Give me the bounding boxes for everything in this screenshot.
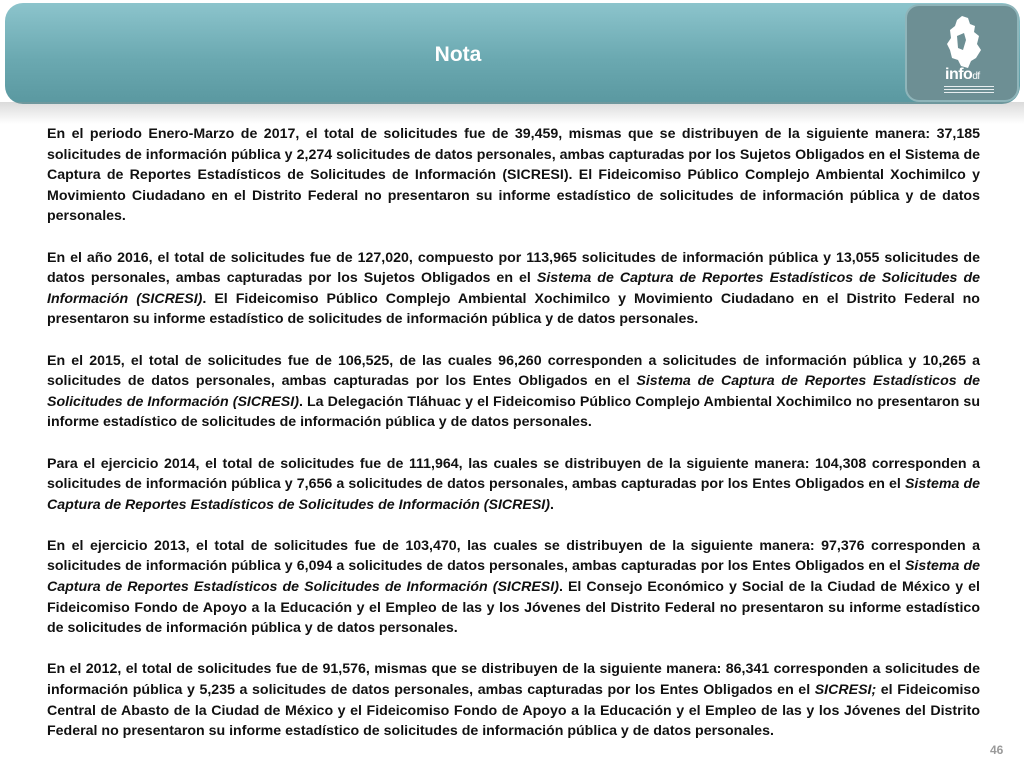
- paragraph-text: . El Consejo Económico y Social de la Ciudad de México y el Fideicomiso Fondo de Apoyo a la Educación y el Empleo de las y los Jóvenes del Distrito Federal no presentaron su informe estadístico de solicitudes de información pública y de datos personales.: [47, 579, 980, 637]
- note-body: [47, 124, 980, 742]
- institution-logo: [905, 4, 1019, 102]
- paragraph-text: En el periodo Enero-Marzo de 2017, el total de solicitudes fue de 39,459, mismas que se distribuyen de la siguiente manera: 37,185 solicitudes de información pública y 2,274 solicitudes de datos personales, ambas capturadas por los Sujetos Obligados en el Sistema de Captura de Reportes Estadísticos de Solicitudes de Información (SICRESI). El Fideicomiso Público Complejo Ambiental Xochimilco y Movimiento Ciudadano en el Distrito Federal no presentaron su informe estadístico de solicitudes de información pública y de datos personales.: [47, 126, 980, 225]
- header-shadow: [0, 102, 1024, 124]
- italic-text: Sistema de Captura de Reportes Estadísticos de Solicitudes de Información (SICRESI): [47, 373, 980, 410]
- paragraph-text: . El Fideicomiso Público Complejo Ambiental Xochimilco y Movimiento Ciudadano en el Distrito Federal no presentaron su informe estadístico de solicitudes de información pública y de datos personales.: [47, 290, 980, 328]
- paragraph-text: . La Delegación Tláhuac y el Fideicomiso Público Complejo Ambiental Xochimilco no presentaron su informe estadístico de solicitudes de información pública y de datos personales.: [47, 393, 980, 431]
- logo-caption-lines: [944, 86, 994, 95]
- paragraph-text: En el ejercicio 2013, el total de solicitudes fue de 103,470, las cuales se distribuyen de la siguiente manera: 97,376 corresponden a solicitudes de información pública y 6,094 a solicitudes de datos personales, ambas capturadas por los Entes Obligados en el: [47, 537, 980, 575]
- paragraph-text: el Fideicomiso Central de Abasto de la Ciudad de México y el Fideicomiso Fondo de Apoyo a la Educación y el Empleo de las y los Jóvenes del Distrito Federal no presentaron su informe estadístico de solicitudes de información pública y de datos personales.: [47, 682, 980, 740]
- mexico-city-map-icon: [944, 14, 984, 70]
- italic-text: Sistema de Captura de Reportes Estadísticos de Solicitudes de Información (SICRESI): [47, 476, 980, 513]
- italic-text: Sistema de Captura de Reportes Estadísticos de Solicitudes de Información (SICRESI): [47, 270, 980, 307]
- note-paragraph: [47, 536, 980, 639]
- paragraph-text: En el 2015, el total de solicitudes fue de 106,525, de las cuales 96,260 corresponden a solicitudes de información pública y 10,265 a solicitudes de datos personales, ambas capturadas por los Entes Obligados en el: [47, 352, 980, 390]
- note-paragraph: [47, 351, 980, 433]
- italic-text: SICRESI;: [814, 682, 877, 699]
- page-title: Nota: [434, 43, 482, 66]
- note-paragraph: [47, 248, 980, 330]
- note-paragraph: [47, 454, 980, 516]
- paragraph-text: .: [549, 496, 554, 513]
- note-paragraph: [47, 659, 980, 741]
- italic-text: Sistema de Captura de Reportes Estadísticos de Solicitudes de Información (SICRESI): [47, 558, 980, 596]
- paragraph-text: En el año 2016, el total de solicitudes fue de 127,020, compuesto por 113,965 solicitudes de información pública y 13,055 solicitudes de datos personales, ambas capturadas por los Sujetos Obligados en el: [47, 249, 980, 287]
- paragraph-text: Para el ejercicio 2014, el total de solicitudes fue de 111,964, las cuales se distribuyen de la siguiente manera: 104,308 corresponden a solicitudes de información pública y 7,656 a solicitudes de datos personales, ambas capturadas por los Entes Obligados en el: [47, 455, 980, 493]
- page-number: 46: [990, 743, 1004, 757]
- logo-wordmark: infodf: [945, 66, 980, 83]
- paragraph-text: En el 2012, el total de solicitudes fue de 91,576, mismas que se distribuyen de la siguiente manera: 86,341 corresponden a solicitudes de información pública y 5,235 a solicitudes de datos personales, ambas capturadas por los Entes Obligados en el: [47, 661, 980, 699]
- note-paragraph: [47, 124, 980, 227]
